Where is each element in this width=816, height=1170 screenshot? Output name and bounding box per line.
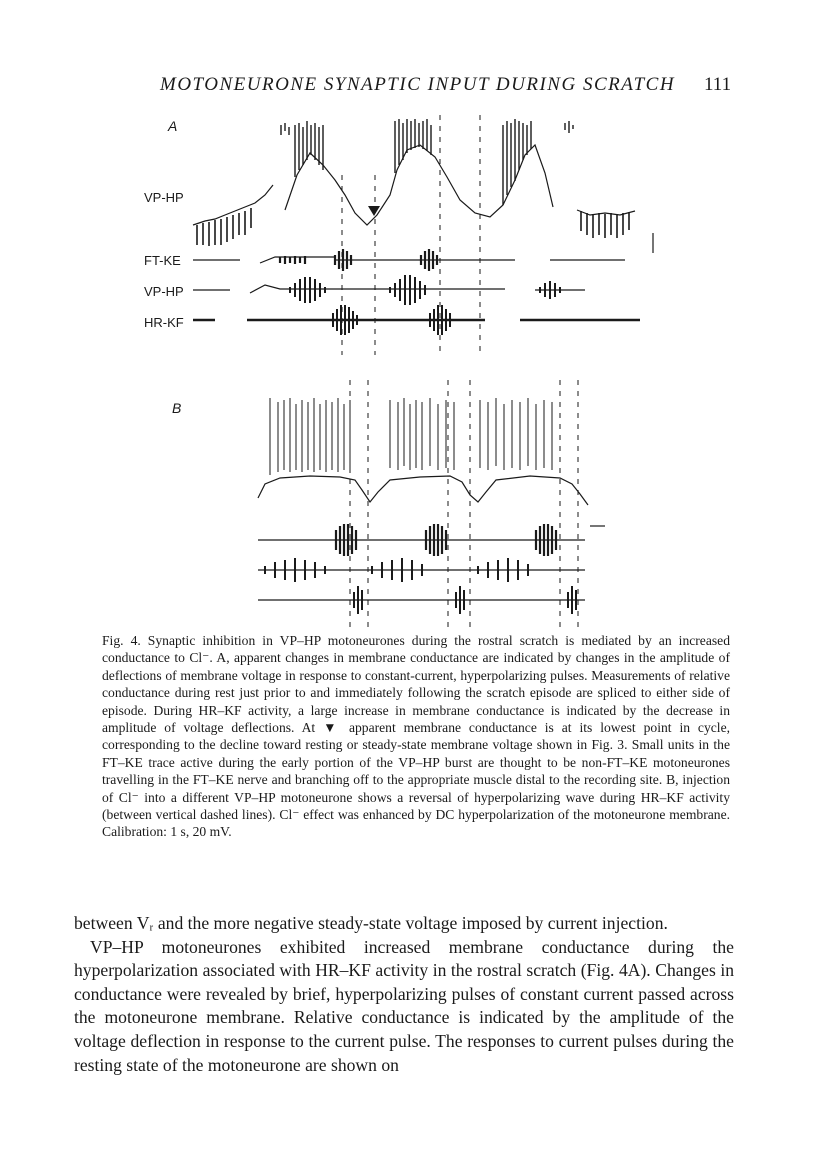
running-head: MOTONEURONE SYNAPTIC INPUT DURING SCRATCH — [160, 74, 676, 95]
vp-hp-nerve-bursts — [290, 275, 560, 305]
trace-label-vp-hp-nerve: VP-HP — [144, 284, 184, 299]
spike-train-b — [270, 398, 552, 475]
trace-label-ft-ke: FT-KE — [144, 253, 181, 268]
current-pulses-left — [197, 208, 251, 246]
caption-text: Fig. 4. Synaptic inhibition in VP–HP motoneurones during the rostral scratch is mediated by an increased conductance to Cl⁻. A, apparent changes in membrane conductance are indicated by changes in the amplitude of deflections of membrane voltage in response to constant-current, hyperpolarizing pulses. Measurements of relative conductance during rest just prior to and immediately following the scratch episode are spliced to either side of episode. During HR–KF activity, a large increase in membrane conductance is indicated by the decrease in amplitude of voltage deflections. At ▼ apparent membrane conductance is at its lowest point in cycle, corresponding to the decline toward resting or steady-state membrane voltage shown in Fig. 3. Small units in the FT–KE trace active during the early portion of the VP–HP burst are thought to be non-FT–KE motoneurones travelling in the FT–KE nerve and branching off to the appropriate muscle distal to the recording site. B, injection of Cl⁻ into a different VP–HP motoneurone shows a reversal of hyperpolarizing wave during HR–KF activity (between vertical dashed lines). Cl⁻ effect was enhanced by DC hyperpolarization of the motoneurone membrane. Calibration: 1 s, 20 mV. — [102, 633, 730, 840]
vp-hp-intracellular-trace-episode — [285, 145, 553, 225]
paragraph-1: between Vᵣ and the more negative steady-state voltage imposed by current injection. — [74, 913, 668, 933]
page-number: 111 — [704, 74, 732, 95]
vp-hp-intracellular-trace-rest-right — [577, 210, 635, 215]
spike-bursts-episode — [281, 119, 573, 205]
figure-caption — [102, 632, 730, 841]
figure-panel-b-traces — [250, 380, 630, 630]
membrane-voltage-trace-b — [258, 476, 588, 505]
body-text — [74, 912, 734, 1077]
ft-ke-trace — [193, 257, 625, 263]
trace-label-hr-kf: HR-KF — [144, 315, 184, 330]
figure-panel-a-traces — [185, 115, 665, 360]
min-conductance-arrowhead — [368, 206, 380, 216]
panel-a-letter: A — [168, 118, 178, 134]
trace-label-vp-hp-intracellular: VP-HP — [144, 190, 184, 205]
panel-b-letter: B — [172, 400, 182, 416]
paragraph-2: VP–HP motoneurones exhibited increased membrane conductance during the hyperpolarization associated with HR–KF activity in the rostral scratch (Fig. 4A). Changes in conductance were revealed by brief, hyperpolarizing pulses of constant current passed across the motoneurone membrane. Relative conductance is indicated by the amplitude of the voltage deflection in response to the current pulse. The responses to current pulses during the resting state of the motoneurone are shown on — [74, 936, 734, 1075]
